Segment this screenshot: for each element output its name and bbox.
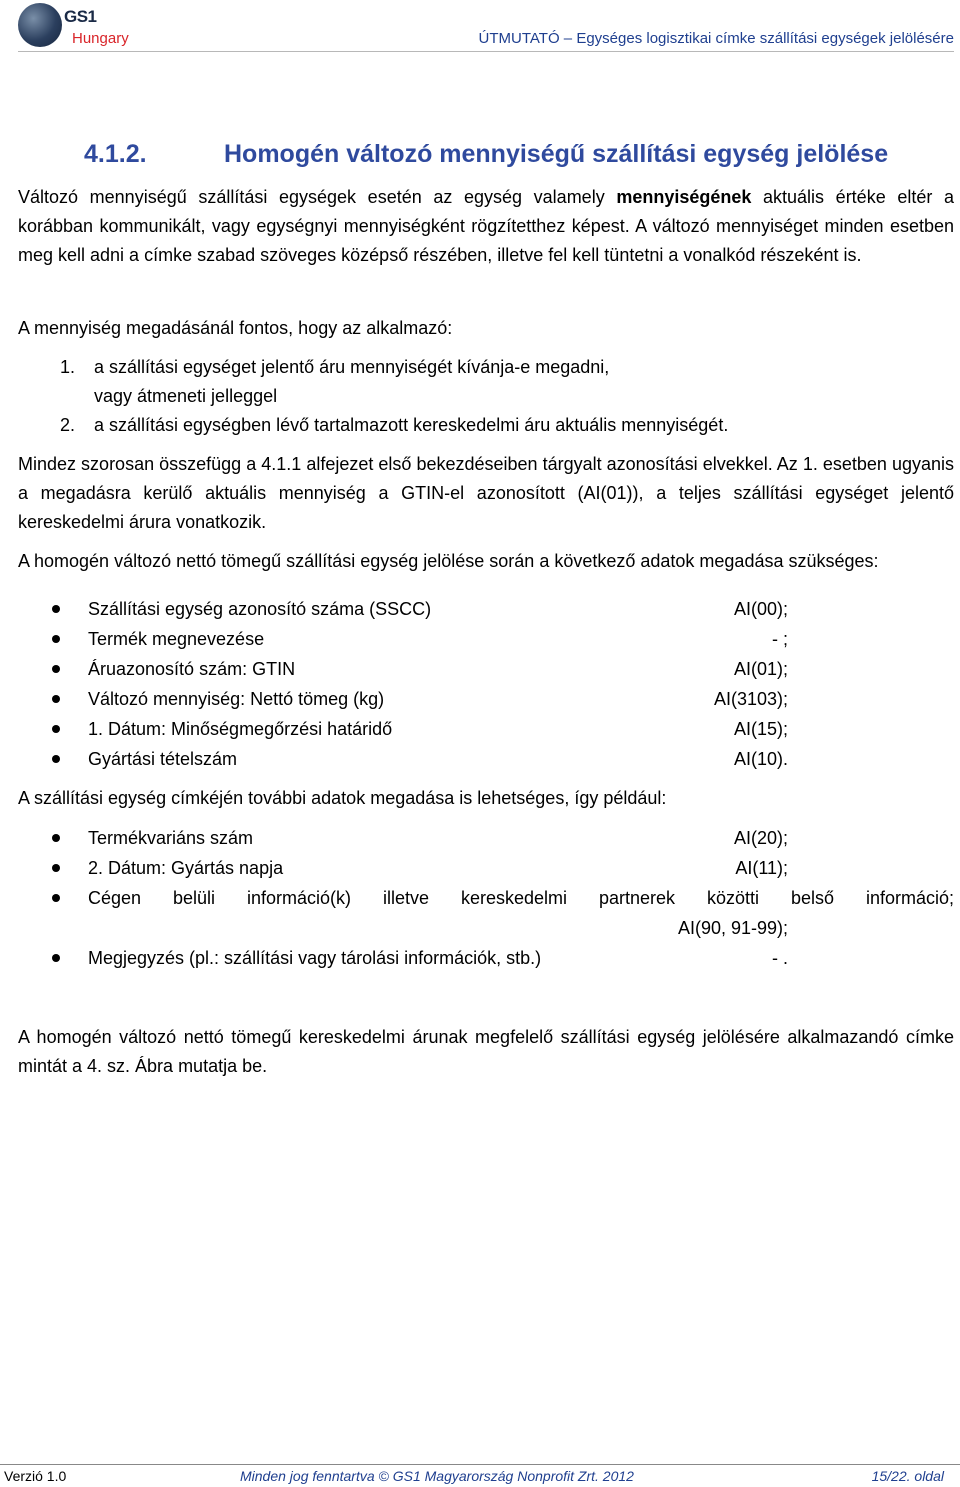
item-label: Szállítási egység azonosító száma (SSCC) xyxy=(88,599,432,619)
bullet-icon xyxy=(52,894,60,902)
intro-bold: mennyiségének xyxy=(616,187,752,207)
bullet-icon xyxy=(52,954,60,962)
list-item xyxy=(18,654,954,684)
header-divider xyxy=(18,51,954,52)
item-label: Változó mennyiség: Nettó tömeg (kg) xyxy=(88,689,385,709)
item-number: 2. xyxy=(60,415,76,435)
page-header xyxy=(0,0,960,56)
list-item xyxy=(18,823,954,853)
footer-divider xyxy=(0,1464,960,1465)
list-item xyxy=(18,624,954,654)
item-label: Cégen belüli információ(k) illetve kereskedelmi partnerek közötti belső információ; xyxy=(88,888,954,908)
item-code: AI(3103); xyxy=(713,689,788,709)
item-code: AI(10). xyxy=(733,749,788,769)
list-item xyxy=(18,684,954,714)
optional-items-list xyxy=(18,823,954,973)
item-text: a szállítási egységben lévő tartalmazott kereskedelmi áru aktuális mennyiségét. xyxy=(94,415,729,435)
item-label: 1. Dátum: Minőségmegőrzési határidő xyxy=(88,719,393,739)
bullet-icon xyxy=(52,605,60,613)
bullet-icon xyxy=(52,665,60,673)
item-label: 2. Dátum: Gyártás napja xyxy=(88,858,284,878)
closing-paragraph: A homogén változó nettó tömegű kereskedelmi árunak megfelelő szállítási egység jelölésére alkalmazandó címke mintát a 4. sz. Ábra mutatja be. xyxy=(18,1027,954,1076)
section-heading xyxy=(84,140,954,169)
intro-text-2: aktuális értéke eltér a korábban kommunikált, vagy egységnyi mennyiségként rögzítetthez képest. A változó mennyiséget minden esetben meg kell adni a címke szabad szöveges középső részében, illetve fel kell tüntetni a vonalkód részeként is. xyxy=(18,187,954,265)
list-item xyxy=(18,594,954,624)
required-items-list xyxy=(18,594,954,774)
item-label: Áruazonosító szám: GTIN xyxy=(88,659,296,679)
item-code: - . xyxy=(772,948,788,968)
logo-country: Hungary xyxy=(72,30,129,47)
item-code: AI(11); xyxy=(735,858,788,878)
item-code: AI(01); xyxy=(733,659,788,679)
gs1-logo xyxy=(18,3,138,49)
item-code: AI(15); xyxy=(733,719,788,739)
section-title: Homogén változó mennyiségű szállítási egység jelölése xyxy=(224,140,889,168)
bullet-icon xyxy=(52,834,60,842)
item-label: Termék megnevezése xyxy=(88,629,265,649)
bullet-icon xyxy=(52,725,60,733)
item-code: AI(20); xyxy=(733,828,788,848)
intro-text-1: Változó mennyiségű szállítási egységek esetén az egység valamely xyxy=(18,187,617,207)
required-intro: A homogén változó nettó tömegű szállítási egység jelölése során a következő adatok megadása szükséges: xyxy=(18,551,879,571)
page-content xyxy=(18,140,954,1081)
numbered-list xyxy=(18,353,954,440)
item-label: Termékvariáns szám xyxy=(88,828,254,848)
list-item xyxy=(18,714,954,744)
context-paragraph: Mindez szorosan összefügg a 4.1.1 alfejezet első bekezdéseiben tárgyalt azonosítási elvekkel. Az 1. esetben ugyanis a megadásra kerülő aktuális mennyiség a GTIN-el azonosított (AI(01)), a teljes szállítási egységet jelentő kereskedelmi árura vonatkozik. xyxy=(18,454,954,532)
globe-icon xyxy=(18,3,62,47)
list-item xyxy=(18,353,954,411)
logo-text: GS1 xyxy=(64,7,97,26)
list-item xyxy=(18,943,954,973)
document-title: ÚTMUTATÓ – Egységes logisztikai címke szállítási egységek jelölésére xyxy=(478,30,954,47)
copyright-text: Minden jog fenntartva © GS1 Magyarország Nonprofit Zrt. 2012 xyxy=(240,1468,634,1484)
quantity-intro: A mennyiség megadásánál fontos, hogy az alkalmazó: xyxy=(18,318,453,338)
item-code: - ; xyxy=(772,629,788,649)
item-label: Megjegyzés (pl.: szállítási vagy tárolási információk, stb.) xyxy=(88,948,542,968)
item-line-1: a szállítási egységet jelentő áru mennyiségét kívánja-e megadni, xyxy=(94,357,610,377)
list-item xyxy=(18,883,954,943)
page-number: 15/22. oldal xyxy=(871,1468,944,1484)
item-code: AI(90, 91-99); xyxy=(677,918,788,938)
optional-intro: A szállítási egység címkéjén további adatok megadása is lehetséges, így például: xyxy=(18,788,667,808)
list-item xyxy=(18,853,954,883)
item-code: AI(00); xyxy=(733,599,788,619)
item-line-2: vagy átmeneti jelleggel xyxy=(94,386,278,406)
page-footer xyxy=(0,1464,960,1486)
list-item xyxy=(18,411,954,440)
version-label: Verzió 1.0 xyxy=(4,1468,67,1484)
list-item xyxy=(18,744,954,774)
item-text xyxy=(94,353,609,411)
intro-paragraph xyxy=(18,183,954,270)
item-number: 1. xyxy=(60,357,76,377)
item-label: Gyártási tételszám xyxy=(88,749,238,769)
section-number: 4.1.2. xyxy=(84,140,147,168)
bullet-icon xyxy=(52,755,60,763)
bullet-icon xyxy=(52,864,60,872)
bullet-icon xyxy=(52,695,60,703)
bullet-icon xyxy=(52,635,60,643)
